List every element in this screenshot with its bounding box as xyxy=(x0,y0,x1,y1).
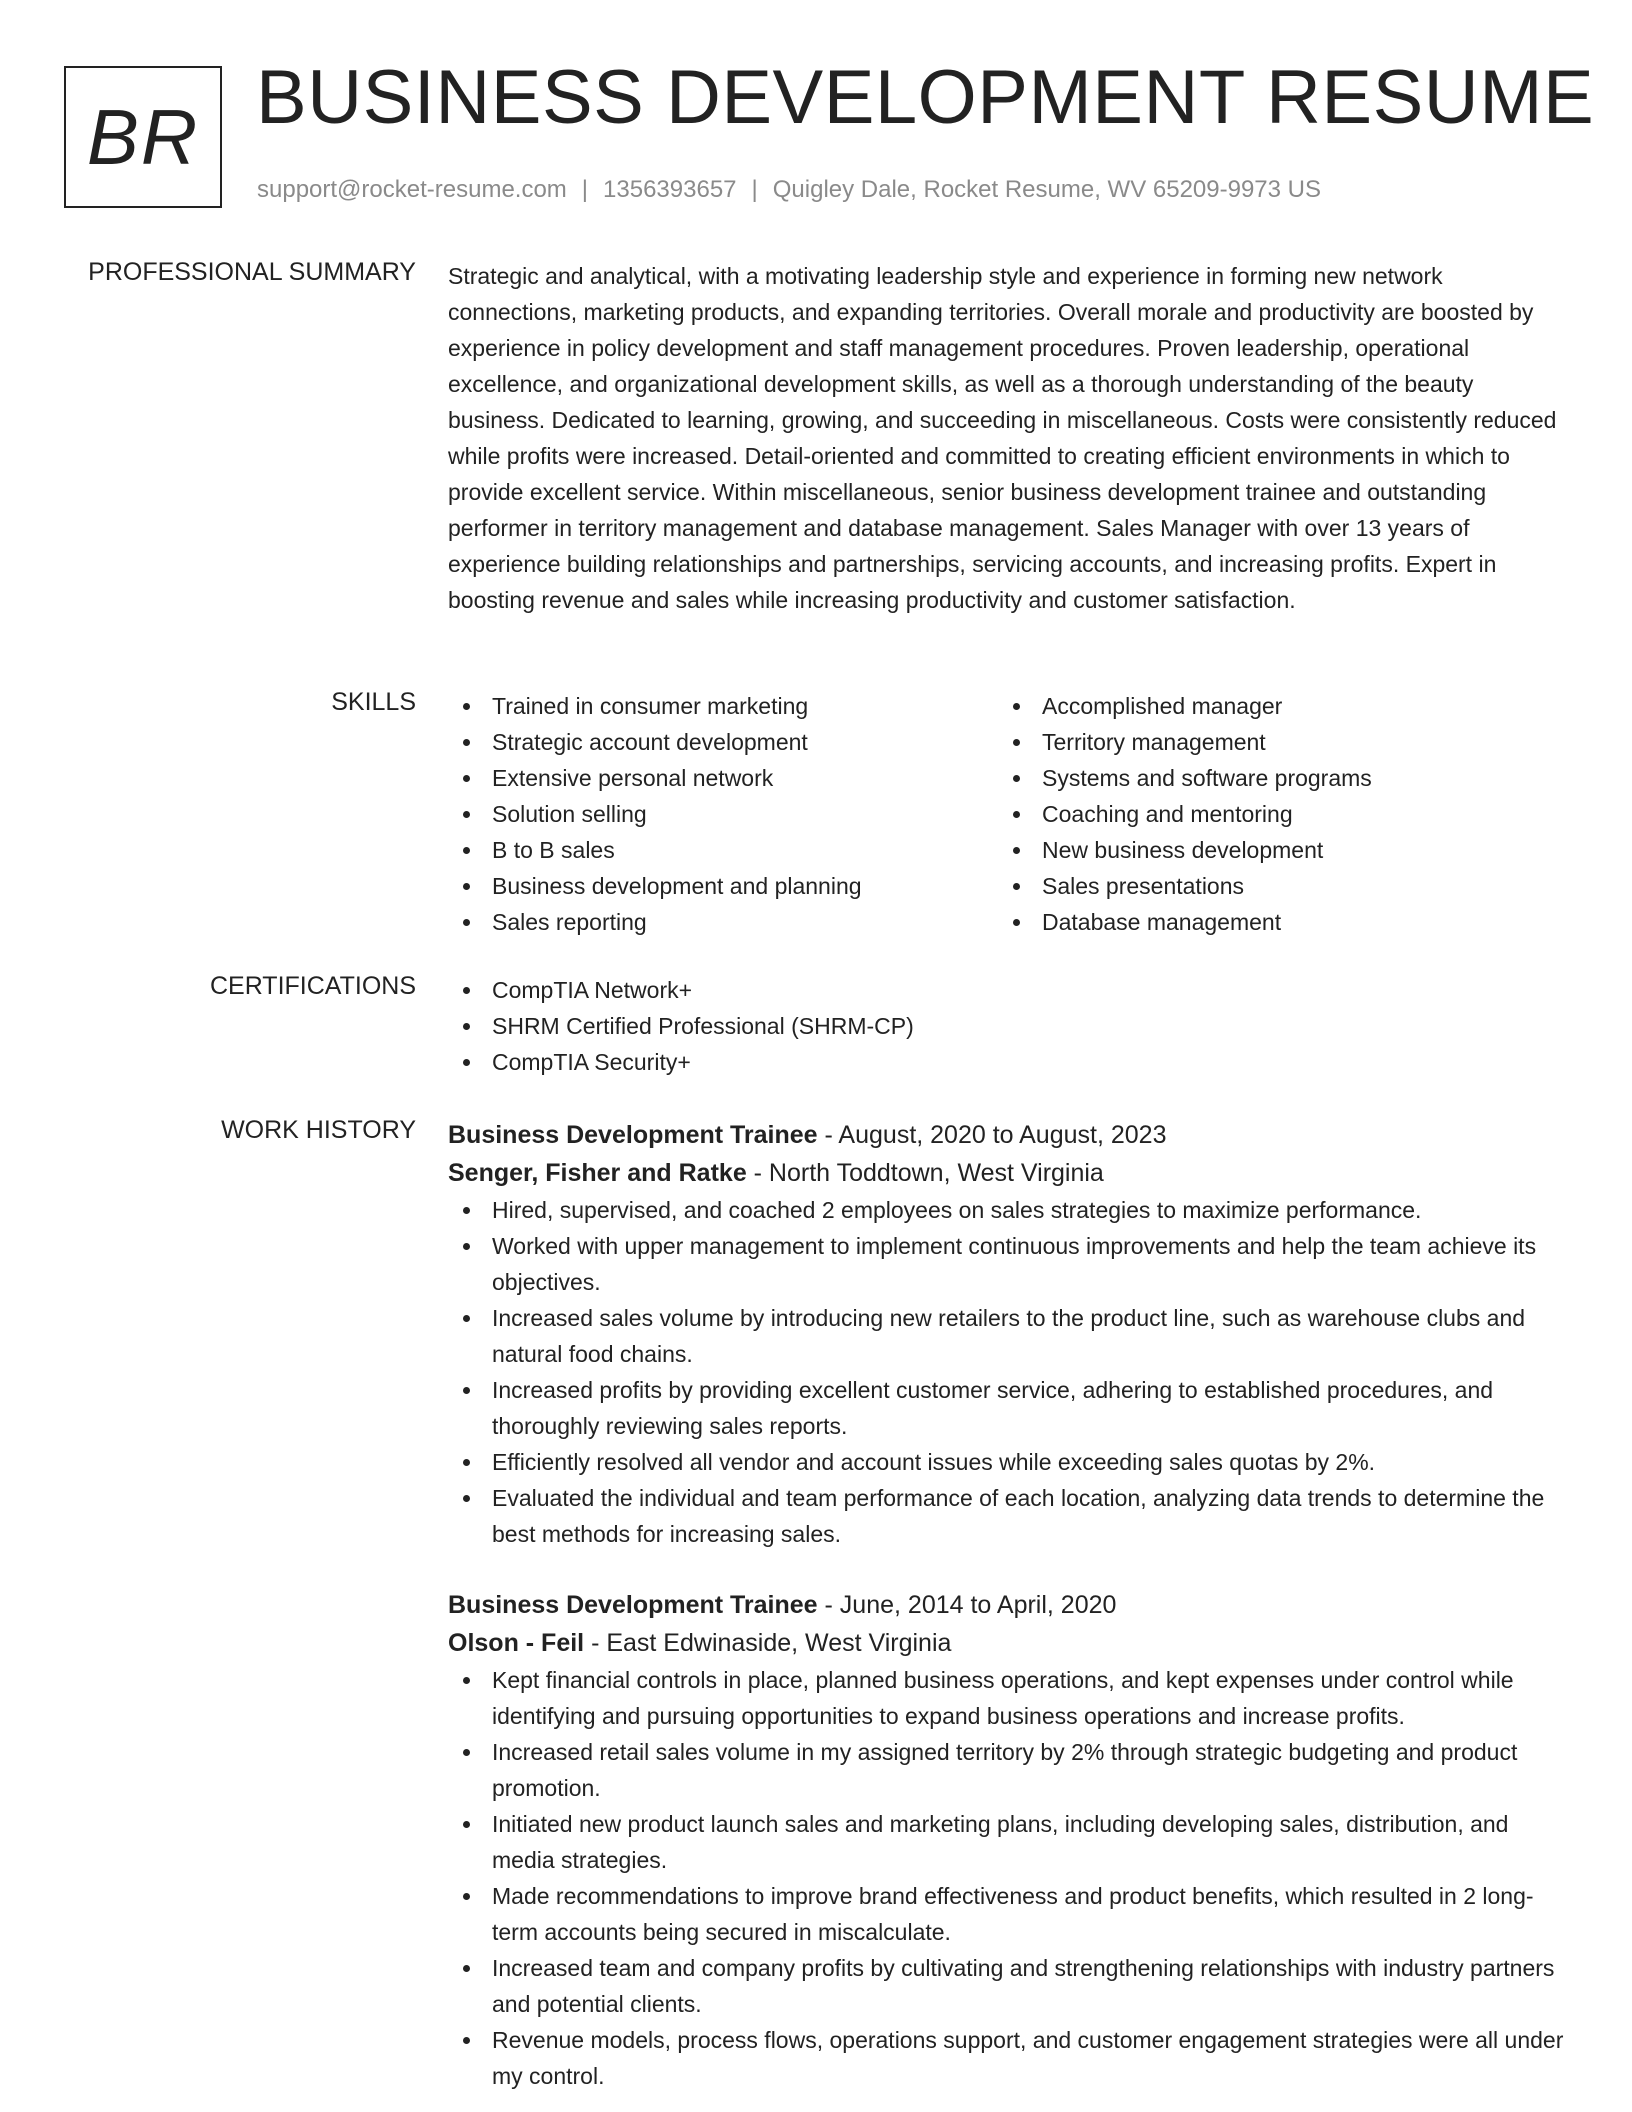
skill-item: Coaching and mentoring xyxy=(998,796,1548,832)
job-location: - East Edwinaside, West Virginia xyxy=(584,1629,952,1657)
skill-item: Extensive personal network xyxy=(448,760,998,796)
job-duty-item: Increased sales volume by introducing new retailers to the product line, such as warehouse clubs and natural food chains. xyxy=(448,1300,1568,1372)
job-duties-list xyxy=(448,1662,1568,2094)
job-duty-item: Evaluated the individual and team performance of each location, analyzing data trends to determine the best methods for increasing sales. xyxy=(448,1480,1568,1552)
contact-separator: | xyxy=(581,176,589,203)
certifications-body xyxy=(448,972,1568,1080)
skill-item: Business development and planning xyxy=(448,868,998,904)
job-duty-item: Kept financial controls in place, planned business operations, and kept expenses under control while identifying and pursuing opportunities to expand business operations and increase profits. xyxy=(448,1662,1568,1734)
skill-item: B to B sales xyxy=(448,832,998,868)
job-dates: - June, 2014 to April, 2020 xyxy=(817,1591,1117,1619)
skill-item: Strategic account development xyxy=(448,724,998,760)
skill-item: Territory management xyxy=(998,724,1548,760)
monogram-badge: BR xyxy=(64,66,222,208)
section-label-work-history: WORK HISTORY xyxy=(221,1116,416,1144)
skill-item: Sales reporting xyxy=(448,904,998,940)
skills-list-right xyxy=(998,688,1548,940)
skill-item: Accomplished manager xyxy=(998,688,1548,724)
section-label-summary: PROFESSIONAL SUMMARY xyxy=(88,258,416,286)
job-duty-item: Increased team and company profits by cultivating and strengthening relationships with industry partners and potential clients. xyxy=(448,1950,1568,2022)
section-label-certifications: CERTIFICATIONS xyxy=(209,972,416,1000)
job-role: Business Development Trainee xyxy=(448,1591,818,1619)
job-duty-item: Worked with upper management to implement continuous improvements and help the team achieve its objectives. xyxy=(448,1228,1568,1300)
certification-item: SHRM Certified Professional (SHRM-CP) xyxy=(448,1008,1568,1044)
certifications-list xyxy=(448,972,1568,1080)
certification-item: CompTIA Network+ xyxy=(448,972,1568,1008)
skills-list-left xyxy=(448,688,998,940)
certification-item: CompTIA Security+ xyxy=(448,1044,1568,1080)
job-location: - North Toddtown, West Virginia xyxy=(746,1159,1104,1187)
work-history-body xyxy=(448,1116,1568,2094)
skill-item: Database management xyxy=(998,904,1548,940)
job-duty-item: Revenue models, process flows, operations support, and customer engagement strategies were all under my control. xyxy=(448,2022,1568,2094)
job-dates: - August, 2020 to August, 2023 xyxy=(817,1121,1167,1149)
job-duty-item: Hired, supervised, and coached 2 employees on sales strategies to maximize performance. xyxy=(448,1192,1568,1228)
skill-item: Solution selling xyxy=(448,796,998,832)
skills-body xyxy=(448,688,1568,940)
resume-title: BUSINESS DEVELOPMENT RESUME xyxy=(256,55,1595,140)
contact-email: support@rocket-resume.com xyxy=(257,176,567,203)
contact-separator: | xyxy=(751,176,758,203)
job-duties-list xyxy=(448,1192,1568,1552)
job-duty-item: Increased retail sales volume in my assigned territory by 2% through strategic budgeting and product promotion. xyxy=(448,1734,1568,1806)
skill-item: Trained in consumer marketing xyxy=(448,688,998,724)
contact-address: Quigley Dale, Rocket Resume, WV 65209-9973 US xyxy=(772,176,1322,203)
job-company-line xyxy=(448,1154,1568,1192)
job-company: Senger, Fisher and Ratke xyxy=(448,1159,747,1187)
section-label-skills: SKILLS xyxy=(331,688,416,716)
job-role: Business Development Trainee xyxy=(448,1121,818,1149)
skill-item: Systems and software programs xyxy=(998,760,1548,796)
job-title-line xyxy=(448,1116,1568,1154)
summary-text: Strategic and analytical, with a motivating leadership style and experience in forming new network connections, marketing products, and expanding territories. Overall morale and productivity are boosted by experience in policy development and staff management procedures. Proven leadership, operational excellence, and organizational development skills, as well as a thorough understanding of the beauty business. Dedicated to learning, growing, and succeeding in miscellaneous. Costs were consistently reduced while profits were increased. Detail-oriented and committed to creating efficient environments in which to provide excellent service. Within miscellaneous, senior business development trainee and outstanding performer in territory management and database management. Sales Manager with over 13 years of experience building relationships and partnerships, servicing accounts, and increasing profits. Expert in boosting revenue and sales while increasing productivity and customer satisfaction. xyxy=(448,263,1557,613)
summary-body xyxy=(448,258,1568,618)
skill-item: New business development xyxy=(998,832,1548,868)
skill-item: Sales presentations xyxy=(998,868,1548,904)
contact-line xyxy=(257,176,1321,204)
job-entry xyxy=(448,1586,1568,2094)
job-company: Olson - Feil xyxy=(448,1629,585,1657)
contact-phone: 1356393657 xyxy=(603,176,737,203)
job-duty-item: Made recommendations to improve brand effectiveness and product benefits, which resulted in 2 long-term accounts being secured in miscalculate. xyxy=(448,1878,1568,1950)
job-entry xyxy=(448,1116,1568,1552)
job-company-line xyxy=(448,1624,1568,1662)
job-duty-item: Initiated new product launch sales and marketing plans, including developing sales, distribution, and media strategies. xyxy=(448,1806,1568,1878)
job-duty-item: Increased profits by providing excellent customer service, adhering to established procedures, and thoroughly reviewing sales reports. xyxy=(448,1372,1568,1444)
job-title-line xyxy=(448,1586,1568,1624)
job-duty-item: Efficiently resolved all vendor and account issues while exceeding sales quotas by 2%. xyxy=(448,1444,1568,1480)
